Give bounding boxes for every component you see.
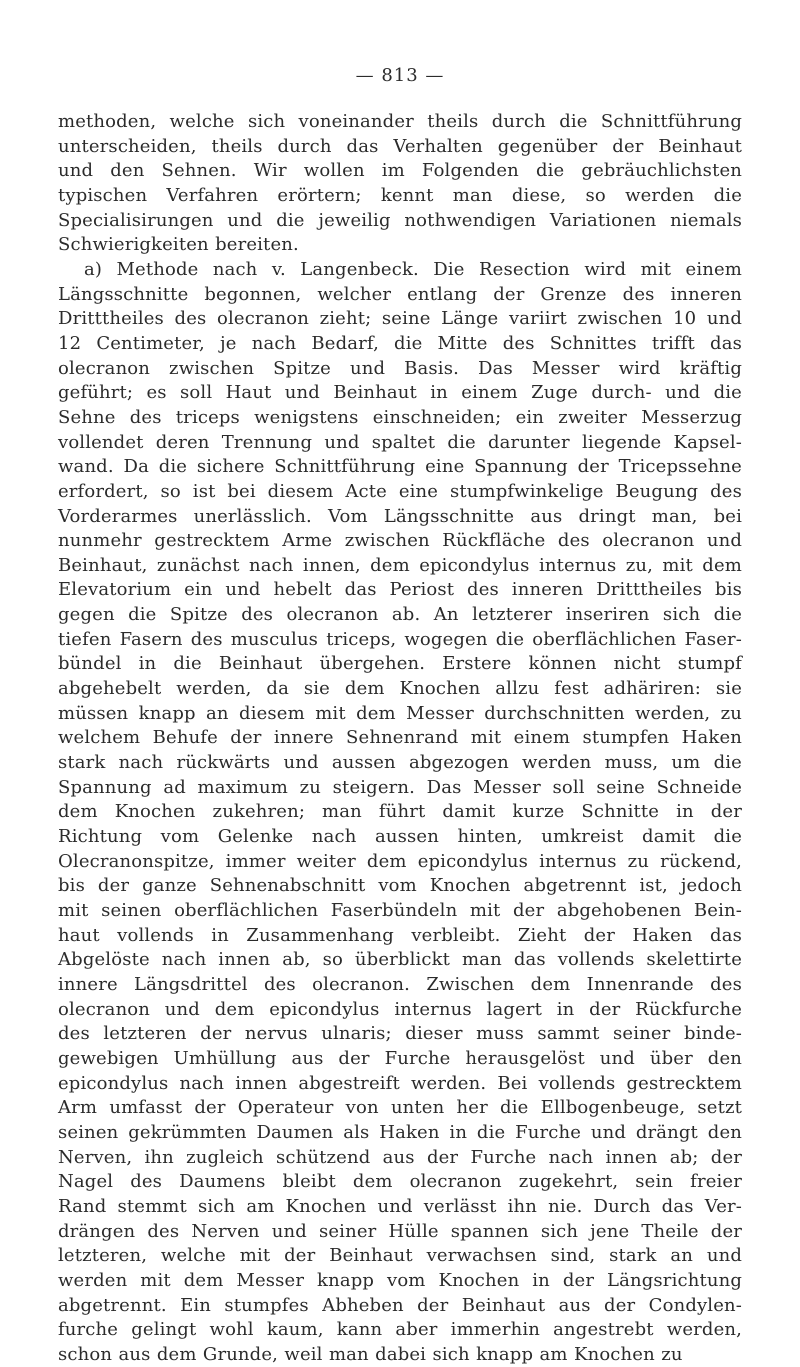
- text-line: Richtung vom Gelenke nach aussen hinten, umkreist damit die: [58, 826, 742, 848]
- text-line: epicondylus nach innen abgestreift werden. Bei vollends gestrecktem: [58, 1072, 742, 1094]
- text-line: letzteren, welche mit der Beinhaut verwachsen sind, stark an und: [58, 1245, 742, 1267]
- text-line: mit seinen oberflächlichen Faserbündeln mit der abgehobenen Bein-: [58, 900, 742, 921]
- body-text: [58, 110, 742, 1367]
- text-line: innere Längsdrittel des olecranon. Zwischen dem Innenrande des: [58, 973, 742, 995]
- text-line: haut vollends in Zusammenhang verbleibt. Zieht der Haken das: [58, 924, 742, 946]
- text-line: Vorderarmes unerlässlich. Vom Längsschnitte aus dringt man, bei: [58, 505, 742, 527]
- text-line: geführt; es soll Haut und Beinhaut in einem Zuge durch- und die: [58, 382, 742, 404]
- text-line: erfordert, so ist bei diesem Acte eine stumpfwinkelige Beugung des: [58, 480, 742, 502]
- text-line: schon aus dem Grunde, weil man dabei sich knapp am Knochen zu: [58, 1343, 683, 1365]
- text-line: bis der ganze Sehnenabschnitt vom Knochen abgetrennt ist, jedoch: [58, 875, 742, 897]
- text-line: Olecranonspitze, immer weiter dem epicondylus internus zu rückend,: [58, 850, 742, 872]
- text-line: typischen Verfahren erörtern; kennt man diese, so werden die: [58, 184, 742, 206]
- text-line: stark nach rückwärts und aussen abgezogen werden muss, um die: [58, 752, 742, 774]
- text-line: Sehne des triceps wenigstens einschneiden; ein zweiter Messerzug: [58, 406, 742, 428]
- text-line: 12 Centimeter, je nach Bedarf, die Mitte des Schnittes trifft das: [58, 332, 742, 354]
- text-line: Längsschnitte begonnen, welcher entlang der Grenze des inneren: [58, 283, 742, 305]
- text-line: Arm umfasst der Operateur von unten her die Ellbogenbeuge, setzt: [58, 1097, 742, 1119]
- text-line: Schwierigkeiten bereiten.: [58, 234, 299, 256]
- text-line: Beinhaut, zunächst nach innen, dem epicondylus internus zu, mit dem: [58, 554, 742, 576]
- text-line: Abgelöste nach innen ab, so überblickt man das vollends skelettirte: [58, 949, 742, 971]
- text-line: nunmehr gestrecktem Arme zwischen Rückfläche des olecranon und: [58, 530, 742, 552]
- text-line: drängen des Nerven und seiner Hülle spannen sich jene Theile der: [58, 1220, 742, 1242]
- text-line: abgetrennt. Ein stumpfes Abheben der Beinhaut aus der Condylen-: [58, 1294, 742, 1316]
- text-line: olecranon und dem epicondylus internus lagert in der Rückfurche: [58, 998, 742, 1020]
- text-line: abgehebelt werden, da sie dem Knochen allzu fest adhäriren: sie: [58, 678, 742, 700]
- text-line: Nagel des Daumens bleibt dem olecranon zugekehrt, sein freier: [58, 1171, 742, 1193]
- text-line: bündel in die Beinhaut übergehen. Erstere können nicht stumpf: [58, 653, 742, 675]
- text-line: und den Sehnen. Wir wollen im Folgenden die gebräuchlichsten: [58, 160, 742, 182]
- text-line: furche gelingt wohl kaum, kann aber immerhin angestrebt werden,: [58, 1319, 742, 1341]
- text-line: Spannung ad maximum zu steigern. Das Messer soll seine Schneide: [58, 776, 742, 798]
- text-line: unterscheiden, theils durch das Verhalten gegenüber der Beinhaut: [58, 135, 742, 157]
- text-line: Dritttheiles des olecranon zieht; seine Länge variirt zwischen 10 und: [58, 308, 742, 330]
- page-number: — 813 —: [355, 65, 445, 86]
- text-line: müssen knapp an diesem mit dem Messer durchschnitten werden, zu: [58, 702, 742, 724]
- text-line: wand. Da die sichere Schnittführung eine Spannung der Tricepssehne: [58, 456, 742, 478]
- text-line: tiefen Fasern des musculus triceps, wogegen die oberflächlichen Faser-: [58, 628, 742, 650]
- text-line: seinen gekrümmten Daumen als Haken in die Furche und drängt den: [58, 1121, 742, 1143]
- text-line: dem Knochen zukehren; man führt damit kurze Schnitte in der: [58, 801, 742, 823]
- text-line: olecranon zwischen Spitze und Basis. Das Messer wird kräftig: [58, 357, 742, 379]
- text-line: werden mit dem Messer knapp vom Knochen in der Längsrichtung: [58, 1269, 742, 1291]
- text-line: gegen die Spitze des olecranon ab. An letzterer inseriren sich die: [58, 604, 742, 626]
- text-line: gewebigen Umhüllung aus der Furche herausgelöst und über den: [58, 1047, 742, 1069]
- text-line: des letzteren der nervus ulnaris; dieser muss sammt seiner binde-: [58, 1023, 742, 1045]
- text-line: Rand stemmt sich am Knochen und verlässt ihn nie. Durch das Ver-: [58, 1195, 742, 1217]
- text-line: welchem Behufe der innere Sehnenrand mit einem stumpfen Haken: [58, 727, 742, 749]
- text-line: vollendet deren Trennung und spaltet die darunter liegende Kapsel-: [58, 431, 742, 453]
- text-line: a) Methode nach v. Langenbeck. Die Resection wird mit einem: [84, 258, 742, 280]
- text-line: Nerven, ihn zugleich schützend aus der Furche nach innen ab; der: [58, 1146, 742, 1168]
- text-line: methoden, welche sich voneinander theils durch die Schnittführung: [58, 111, 742, 132]
- text-line: Specialisirungen und die jeweilig nothwendigen Variationen niemals: [58, 209, 742, 231]
- text-line: Elevatorium ein und hebelt das Periost des inneren Dritttheiles bis: [58, 579, 742, 601]
